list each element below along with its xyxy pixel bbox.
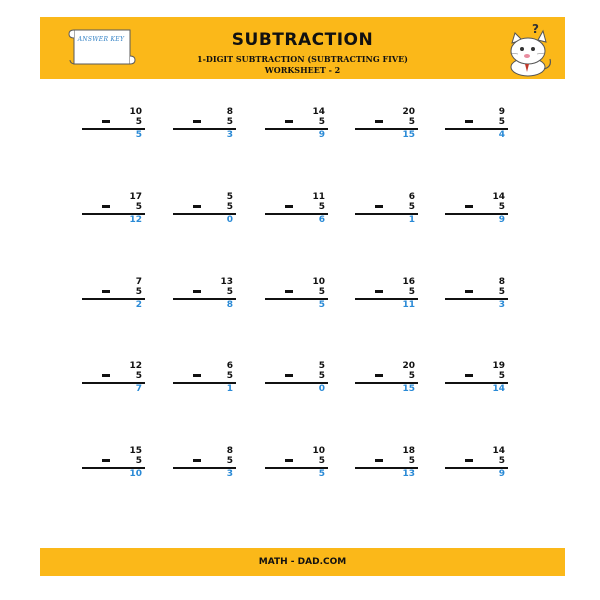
minuend: 15	[129, 446, 142, 456]
subtraction-problem	[173, 361, 233, 403]
subtrahend: 5	[318, 456, 325, 466]
minuend: 10	[312, 446, 325, 456]
minuend: 14	[492, 192, 505, 202]
subtrahend: 5	[318, 287, 325, 297]
minus-sign	[102, 459, 110, 462]
answer: 8	[226, 300, 233, 310]
subtrahend: 5	[318, 117, 325, 127]
answer: 3	[226, 130, 233, 140]
minus-sign	[285, 290, 293, 293]
subtraction-problem	[445, 277, 505, 319]
answer: 4	[498, 130, 505, 140]
minus-sign	[465, 205, 473, 208]
minuend: 12	[129, 361, 142, 371]
subtraction-problem	[82, 361, 142, 403]
minuend: 6	[226, 361, 233, 371]
answer: 0	[318, 384, 325, 394]
subtrahend: 5	[498, 371, 505, 381]
answer: 0	[226, 215, 233, 225]
subtraction-problem	[355, 361, 415, 403]
minuend: 5	[318, 361, 325, 371]
subtraction-problem	[445, 192, 505, 234]
subtrahend: 5	[318, 202, 325, 212]
answer: 1	[408, 215, 415, 225]
answer: 9	[498, 469, 505, 479]
answer: 10	[129, 469, 142, 479]
subtraction-problem	[355, 446, 415, 488]
answer: 9	[498, 215, 505, 225]
subtraction-problem	[265, 277, 325, 319]
subtraction-problem	[173, 446, 233, 488]
minus-sign	[375, 205, 383, 208]
header-banner	[40, 17, 565, 79]
subtrahend: 5	[135, 117, 142, 127]
confused-cat-icon	[498, 21, 556, 77]
minus-sign	[285, 205, 293, 208]
answer: 15	[402, 384, 415, 394]
minuend: 18	[402, 446, 415, 456]
minus-sign	[285, 120, 293, 123]
answer: 7	[135, 384, 142, 394]
minus-sign	[465, 120, 473, 123]
minus-sign	[193, 120, 201, 123]
minus-sign	[375, 290, 383, 293]
minus-sign	[465, 459, 473, 462]
minuend: 9	[498, 107, 505, 117]
answer: 5	[135, 130, 142, 140]
subtrahend: 5	[318, 371, 325, 381]
subtrahend: 5	[408, 202, 415, 212]
subtrahend: 5	[498, 456, 505, 466]
minus-sign	[102, 290, 110, 293]
subtraction-problem	[445, 361, 505, 403]
minuend: 14	[312, 107, 325, 117]
minus-sign	[285, 459, 293, 462]
subtrahend: 5	[226, 371, 233, 381]
subtrahend: 5	[408, 117, 415, 127]
answer: 12	[129, 215, 142, 225]
subtrahend: 5	[498, 287, 505, 297]
minus-sign	[465, 374, 473, 377]
minus-sign	[102, 205, 110, 208]
minus-sign	[193, 374, 201, 377]
subtraction-problem	[265, 107, 325, 149]
subtrahend: 5	[135, 287, 142, 297]
minuend: 10	[129, 107, 142, 117]
subtrahend: 5	[226, 287, 233, 297]
minuend: 14	[492, 446, 505, 456]
minuend: 5	[226, 192, 233, 202]
subtrahend: 5	[498, 117, 505, 127]
answer: 5	[318, 469, 325, 479]
subtraction-problem	[445, 107, 505, 149]
subtraction-problem	[265, 361, 325, 403]
answer: 6	[318, 215, 325, 225]
answer: 3	[498, 300, 505, 310]
answer: 13	[402, 469, 415, 479]
subtraction-problem	[265, 192, 325, 234]
minus-sign	[375, 459, 383, 462]
subtrahend: 5	[135, 371, 142, 381]
minuend: 20	[402, 361, 415, 371]
minuend: 11	[312, 192, 325, 202]
subtraction-problem	[265, 446, 325, 488]
minus-sign	[465, 290, 473, 293]
answer: 11	[402, 300, 415, 310]
subtraction-problem	[173, 192, 233, 234]
minuend: 20	[402, 107, 415, 117]
page-title: SUBTRACTION	[231, 30, 374, 50]
answer: 3	[226, 469, 233, 479]
minus-sign	[193, 205, 201, 208]
answer: 15	[402, 130, 415, 140]
answer: 9	[318, 130, 325, 140]
answer-key-label: ANSWER KEY	[77, 36, 125, 43]
site-name: MATH - DAD.COM	[258, 557, 347, 567]
subtrahend: 5	[498, 202, 505, 212]
page-subtitle: 1-DIGIT SUBTRACTION (SUBTRACTING FIVE)	[197, 54, 408, 64]
subtrahend: 5	[226, 117, 233, 127]
svg-text:?: ?	[532, 22, 539, 36]
minus-sign	[193, 459, 201, 462]
subtraction-problem	[82, 446, 142, 488]
subtrahend: 5	[408, 371, 415, 381]
answer: 1	[226, 384, 233, 394]
subtrahend: 5	[135, 202, 142, 212]
minus-sign	[285, 374, 293, 377]
subtraction-problem	[82, 277, 142, 319]
minuend: 17	[129, 192, 142, 202]
minuend: 16	[402, 277, 415, 287]
subtraction-problem	[82, 192, 142, 234]
minuend: 8	[226, 446, 233, 456]
minus-sign	[193, 290, 201, 293]
minuend: 13	[220, 277, 233, 287]
minuend: 19	[492, 361, 505, 371]
minus-sign	[102, 120, 110, 123]
subtraction-problem	[355, 277, 415, 319]
minuend: 6	[408, 192, 415, 202]
worksheet-number: WORKSHEET - 2	[264, 65, 341, 75]
subtraction-problem	[355, 192, 415, 234]
subtrahend: 5	[135, 456, 142, 466]
minuend: 7	[135, 277, 142, 287]
answer: 2	[135, 300, 142, 310]
subtraction-problem	[355, 107, 415, 149]
minus-sign	[375, 120, 383, 123]
minus-sign	[375, 374, 383, 377]
subtrahend: 5	[226, 456, 233, 466]
answer: 5	[318, 300, 325, 310]
answer: 14	[492, 384, 505, 394]
minuend: 8	[226, 107, 233, 117]
subtraction-problem	[445, 446, 505, 488]
subtrahend: 5	[408, 287, 415, 297]
subtraction-problem	[173, 277, 233, 319]
subtrahend: 5	[408, 456, 415, 466]
minuend: 10	[312, 277, 325, 287]
subtraction-problem	[82, 107, 142, 149]
subtrahend: 5	[226, 202, 233, 212]
minuend: 8	[498, 277, 505, 287]
subtraction-problem	[173, 107, 233, 149]
footer-banner	[40, 548, 565, 576]
minus-sign	[102, 374, 110, 377]
